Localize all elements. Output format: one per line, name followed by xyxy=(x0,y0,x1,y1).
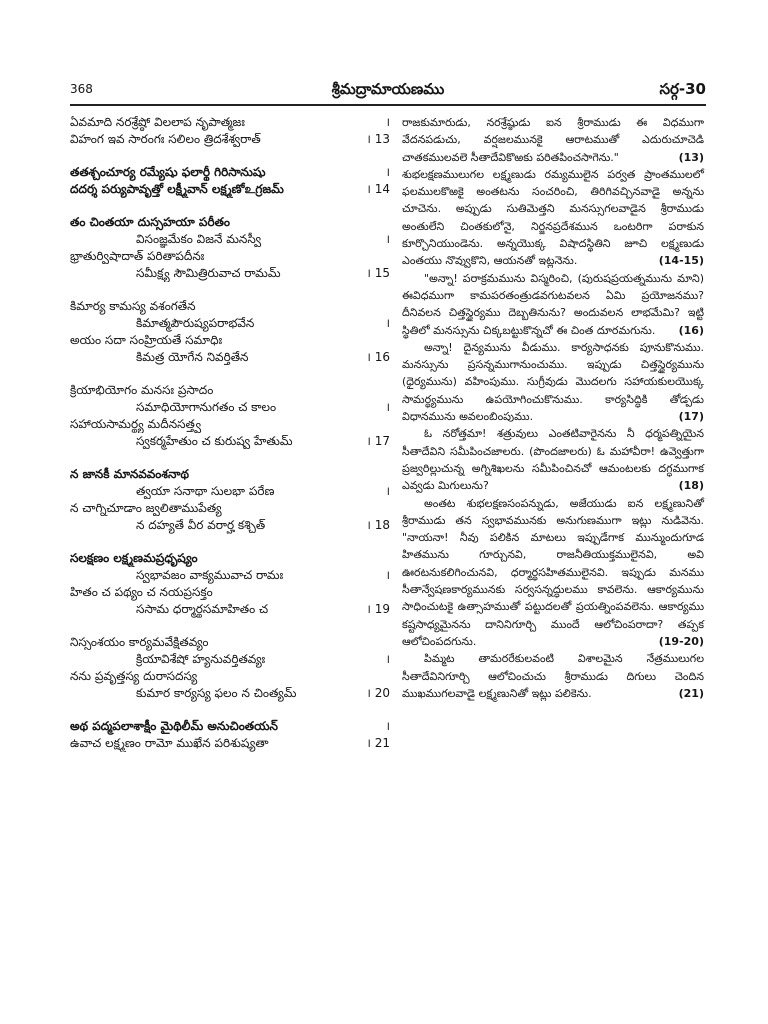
sloka-line xyxy=(70,416,390,433)
sloka-text: తం చింతయా దుస్సహయా పరీతం xyxy=(70,215,230,229)
sloka-text: విసంజ్ఞమేకం విజనే మనస్వీ xyxy=(136,232,262,246)
verse-number: । 17 xyxy=(366,434,390,448)
sloka-block xyxy=(70,466,390,534)
sloka-text: అథ పద్మపలాశాక్షీం మైథిలీమ్ అనుచింతయన్ xyxy=(70,719,278,733)
sloka-text: సమీక్ష్య సౌమిత్రిరువాచ రామమ్ xyxy=(136,266,281,280)
telugu-translation-column xyxy=(402,114,704,702)
sloka-block xyxy=(70,634,390,702)
sloka-line xyxy=(70,164,390,181)
sloka-text: విహంగ ఇవ సారంగః సలిలం త్రిదశేశ్వరాత్ xyxy=(70,132,261,146)
sloka-text: క్రియావిశేషో హ్యనువర్తితవ్యః xyxy=(136,652,266,666)
sloka-text: తతశ్చంచూర్య రమ్యేషు ఫలార్థీ గిరిసానుషు xyxy=(70,165,266,179)
sloka-text: నను ప్రవృత్తస్య దురాసదస్య xyxy=(70,669,198,683)
sloka-block xyxy=(70,298,390,366)
verse-number: । xyxy=(385,568,390,582)
sloka-line xyxy=(70,298,390,315)
sloka-line xyxy=(70,231,390,248)
sloka-line xyxy=(70,718,390,735)
verse-number: । 21 xyxy=(366,736,390,750)
sloka-line xyxy=(70,114,390,131)
sloka-text: న చాగ్నిచూడాం జ్వలితాముపేత్య xyxy=(70,501,222,515)
sloka-text: ఉవాచ లక్ష్మణం రామో ముఖేన పరిశుష్యతా xyxy=(70,736,269,750)
sloka-line xyxy=(70,466,390,483)
paragraph-text: అన్నా! దైన్యమును వీడుము. కార్యసాధనకు పూనుకొనుము. మనస్సును ప్రసన్నముగానుంచుము. ఇప్పుడు చిత్తస్థైర్యమును (ధైర్యమును) వహింపుము. సుగ్రీవుడు మొదలగు సహాయకులయొక్క సామర్థ్యమును ఉపయోగించుకొనుము. కార్యసిద్ధికి తోడ్పడు విధానమును అవలంబింపుము. xyxy=(402,340,704,424)
verse-reference: (16) xyxy=(678,323,704,337)
verse-number: । 16 xyxy=(366,350,390,364)
sloka-block xyxy=(70,164,390,198)
sloka-line xyxy=(70,567,390,584)
sloka-line xyxy=(70,349,390,366)
paragraph-text: పిమ్మట తామరరేకులవంటి విశాలమైన నేత్రములుగల సీతాదేవినిగూర్చి ఆలోచించుచు శ్రీరాముడు దిగులు చెందిన ముఖముగలవాడై లక్ష్మణునితో ఇట్లు పలికెను. xyxy=(402,652,704,700)
sloka-text: న జానకీ మానవవంశనాథ xyxy=(70,467,189,481)
sloka-text: క్రియాభియోగం మనసః ప్రసాదం xyxy=(70,383,214,397)
sloka-line xyxy=(70,248,390,265)
verse-reference: (18) xyxy=(678,479,704,493)
verse-number: । xyxy=(385,484,390,498)
sloka-text: అయం సదా సంహ్రియతే సమాధిః xyxy=(70,333,223,347)
sloka-line xyxy=(70,181,390,198)
sloka-text: త్వయా సనాథా సులభా పరేణ xyxy=(136,484,275,498)
verse-reference: (13) xyxy=(678,150,704,164)
translation-paragraph xyxy=(402,166,704,270)
sloka-line xyxy=(70,651,390,668)
sloka-text: కిమత్ర యోగేన నివర్తితేన xyxy=(136,350,249,364)
book-title: శ్రీమద్రామాయణము xyxy=(331,80,445,98)
verse-number: । xyxy=(385,165,390,179)
sloka-text: న దహ్యతే వీర వరార్హ కశ్చిత్ xyxy=(136,518,266,532)
sloka-line xyxy=(70,550,390,567)
sloka-text: ఏవమాది నరశ్రేష్ఠో విలలాప నృపాత్మజః xyxy=(70,115,245,129)
translation-paragraph xyxy=(402,270,704,339)
verse-number: । xyxy=(385,232,390,246)
sloka-line xyxy=(70,601,390,618)
sloka-text: సలక్షణం లక్ష్మణమప్రధృష్యం xyxy=(70,551,198,565)
verse-reference: (14-15) xyxy=(658,254,704,268)
sloka-text: స్వకర్మహేతుం చ కురుష్వ హేతుమ్ xyxy=(136,434,293,448)
paragraph-text: రాజకుమారుడు, నరశ్రేష్ఠుడు ఐన శ్రీరాముడు ఈ విధముగా వేదనపడుచు, వర్షజలమునకై ఆరాటముతో ఎదురుచూచెడి చాతకములవలె సీతాదేవికొఱకు పరితపించసాగెను." xyxy=(402,116,704,164)
verse-number: । 13 xyxy=(366,132,390,146)
sloka-text: భ్రాతుర్విషాదాత్ పరితాపదీనః xyxy=(70,249,205,263)
header-rule xyxy=(70,104,706,106)
sloka-line xyxy=(70,584,390,601)
sloka-line xyxy=(70,265,390,282)
sloka-block xyxy=(70,214,390,282)
verse-number: । xyxy=(385,316,390,330)
sloka-text: సహాయసామర్థ్య మదీనసత్త్వ xyxy=(70,417,202,431)
sarga-number: సర్గ-30 xyxy=(659,80,706,98)
translation-paragraph xyxy=(402,495,704,651)
sloka-line xyxy=(70,685,390,702)
sloka-block xyxy=(70,114,390,148)
paragraph-text: శుభలక్షణములుగల లక్ష్మణుడు రమ్యములైన పర్వత ప్రాంతములలో ఫలములకొఱకై అంతటను సంచరించి, తిరిగివచ్చినవాడై అన్నను చూచెను. అప్పుడు సుతిమెత్తని మనస్సుగలవాడైన శ్రీరాముడు అంతులేని చింతకులోనై, నిర్జనప్రదేశమున ఒంటరిగా పరాకున కూర్చొనియుండెను. అన్నయొక్క విషాదస్థితిని జూచి లక్ష్మణుడు ఎంతయు నొవ్వుకొని, ఆయనతో ఇట్లనెను. xyxy=(402,167,704,268)
sloka-text: ససామ ధర్మార్థసమాహితం చ xyxy=(136,602,269,616)
verse-number: । 18 xyxy=(366,518,390,532)
sloka-text: హితం చ పథ్యం చ నయప్రసక్తం xyxy=(70,585,213,599)
sloka-line xyxy=(70,315,390,332)
sloka-line xyxy=(70,131,390,148)
verse-number: । 14 xyxy=(366,182,390,196)
sloka-line xyxy=(70,382,390,399)
sloka-line xyxy=(70,399,390,416)
verse-reference: (19-20) xyxy=(658,634,704,648)
verse-number: । 20 xyxy=(366,686,390,700)
verse-number: । 19 xyxy=(366,602,390,616)
verse-number: । xyxy=(385,652,390,666)
sloka-text: నిస్సంశయం కార్యమవేక్షితవ్యం xyxy=(70,635,209,649)
paragraph-text: అంతట శుభలక్షణసంపన్నుడు, అజేయుడు ఐన లక్ష్మణునితో శ్రీరాముడు తన స్వభావమునకు అనుగుణముగా ఇట్లు నుడివెను. "నాయనా! నీవు పలికిన మాటలు ఇప్పుడేగాక మున్ముందుగూడ హితమును గూర్చునవి, రాజనీతియుక్తములైనవి, అవి ఊరటనుకలిగించునవి, ధర్మార్థసహితములైనవి. ఇప్పుడు మనము సీతాన్వేషణకార్యమునకు సర్వసన్నద్ధులము కావలెను. ఆకార్యమును సాధించుటకై ఉత్సాహముతో పట్టుదలతో ప్రయత్నింపవలెను. ఆకార్యము కష్టసాధ్యమైనను దానినిగూర్చి ముందే ఆలోచింపరాదా? తప్పక ఆలోచింపదగును. xyxy=(402,496,704,648)
paragraph-text: ఓ నరోత్తమా! శత్రువులు ఎంతటివారైనను నీ ధర్మపత్నియైన సీతాదేవిని సమీపించజాలరు. (పొందజాలరు) ఓ మహావీరా! ఉవ్వెత్తుగా ప్రజ్వరిల్లుచున్న అగ్నిశిఖలను సమీపించినచో ఆమంటలకు దగ్ధముగాక ఎవ్వడు మిగులును? xyxy=(402,427,704,493)
verse-number: । xyxy=(385,400,390,414)
sloka-block xyxy=(70,550,390,618)
verse-number: । xyxy=(385,719,390,733)
sloka-line xyxy=(70,634,390,651)
verse-number: । xyxy=(385,115,390,129)
sloka-line xyxy=(70,433,390,450)
sanskrit-verses-column xyxy=(70,114,390,768)
sloka-text: స్వభావజం వాక్యమువాచ రామః xyxy=(136,568,284,582)
page-header xyxy=(70,80,706,102)
sloka-text: దదర్శ పర్యుపావృత్తో లక్ష్మీవాన్ లక్ష్మణోஉగ్రజమ్ xyxy=(70,182,284,196)
translation-paragraph xyxy=(402,339,704,425)
sloka-line xyxy=(70,517,390,534)
sloka-line xyxy=(70,668,390,685)
verse-reference: (17) xyxy=(678,410,704,424)
sloka-block xyxy=(70,382,390,450)
sloka-text: కిమాత్మపౌరుష్యపరాభవేన xyxy=(136,316,255,330)
sloka-block xyxy=(70,718,390,752)
sloka-line xyxy=(70,214,390,231)
translation-paragraph xyxy=(402,114,704,166)
sloka-text: కుమార కార్యస్య ఫలం న చింత్యమ్ xyxy=(136,686,297,700)
verse-number: । 15 xyxy=(366,266,390,280)
verse-reference: (21) xyxy=(678,686,704,700)
page-number: 368 xyxy=(70,82,93,96)
sloka-line xyxy=(70,735,390,752)
translation-paragraph xyxy=(402,425,704,494)
sloka-line xyxy=(70,483,390,500)
sloka-line xyxy=(70,332,390,349)
paragraph-text: "అన్నా! పరాక్రమమును విస్మరించి, (పురుషప్రయత్నమును మాని) ఈవిధముగా కామపరతంత్రుడవగుటవలన ఏమి ప్రయోజనము? దీనివలన చిత్తస్థైర్యము దెబ్బతినును? అందువలన లాభమేమి? ఇట్టి స్థితిలో మనస్సును చిక్కబట్టుకొన్నచో ఈ చింత దూరమగును. xyxy=(402,271,704,337)
sloka-text: కిమార్య కామస్య వశంగతేన xyxy=(70,299,196,313)
translation-paragraph xyxy=(402,650,704,702)
sloka-line xyxy=(70,500,390,517)
sloka-text: సమాధియోగానుగతం చ కాలం xyxy=(136,400,277,414)
